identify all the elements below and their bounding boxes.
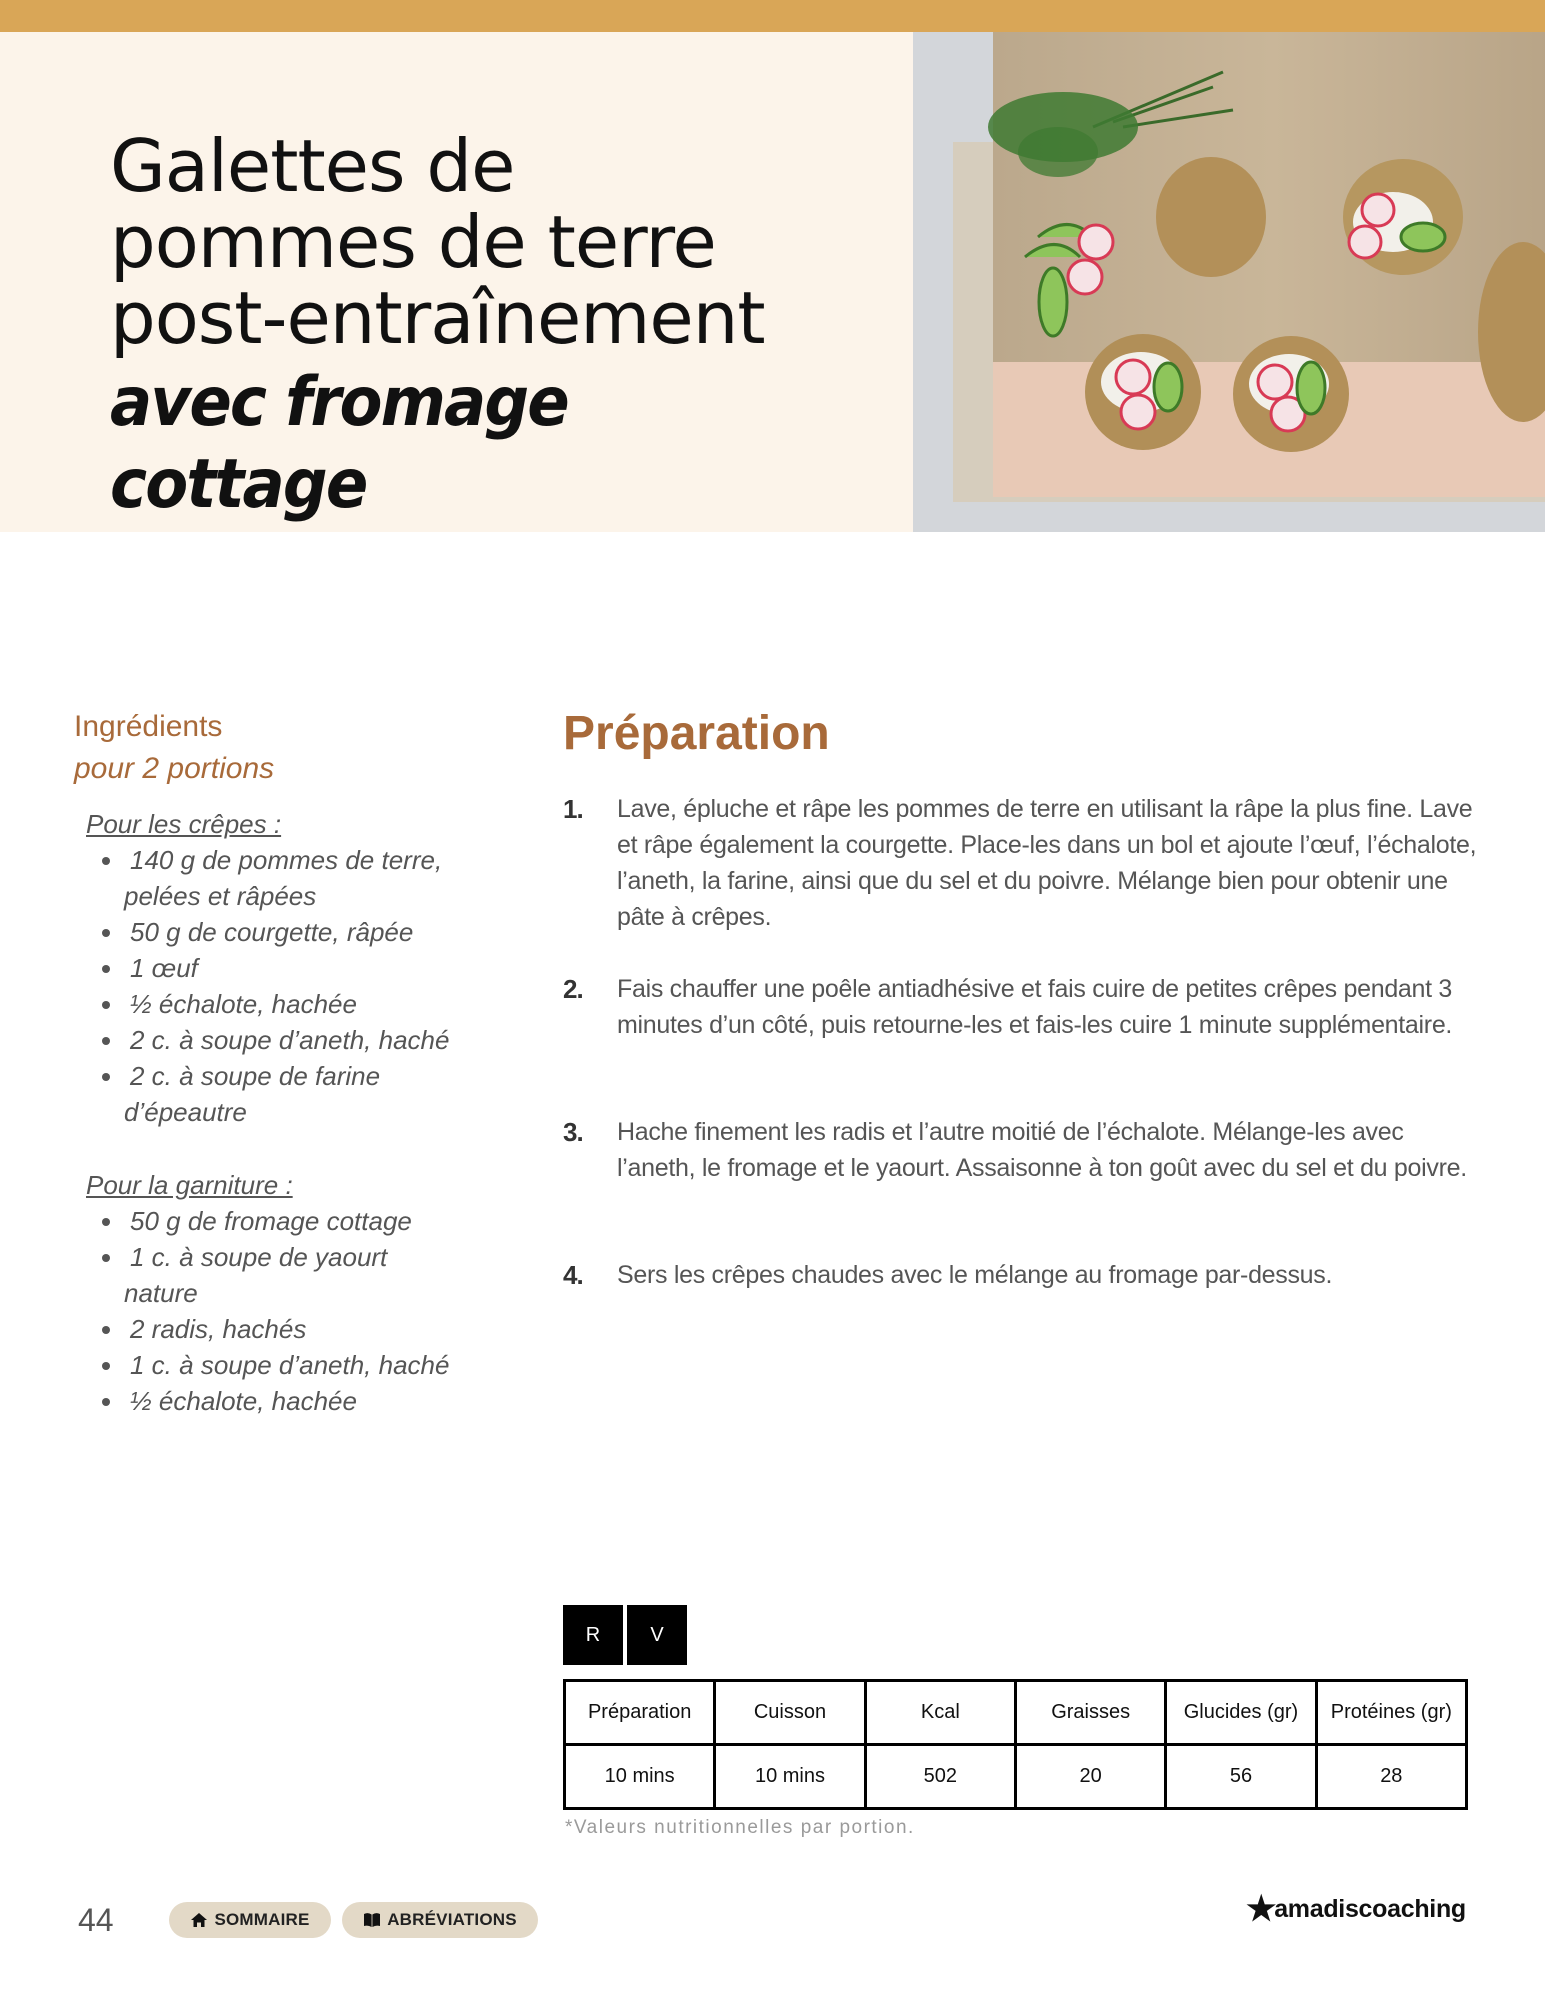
ingredient-text-cont: nature [124,1278,198,1308]
ingredient-text-cont: pelées et râpées [124,881,317,911]
ingredient-text: 1 c. à soupe de yaourt [130,1242,388,1272]
preparation-heading: Préparation [563,707,830,760]
brand-name: amadiscoaching [1274,1894,1466,1923]
page-number: 44 [78,1902,114,1938]
title-script-line: avec fromage cottage [110,363,568,524]
title-line-1: Galettes de [110,124,515,208]
title-line-2: pommes de terre [110,200,716,284]
abreviations-button[interactable] [342,1902,538,1938]
ingredient-text: 2 c. à soupe de farine [130,1061,381,1091]
ingredient-item [86,986,516,1022]
book-icon [363,1912,381,1928]
step-number: 3. [563,1117,583,1147]
brand-logo [1246,1890,1466,1928]
ingredients-title: Ingrédients [74,710,223,743]
ingredient-text: 2 c. à soupe d’aneth, haché [130,1025,450,1055]
ingredient-text: ½ échalote, hachée [130,1386,357,1416]
ingredients-portions: pour 2 portions [74,752,275,785]
top-accent-bar [0,0,1545,32]
ingredient-text-cont: d’épeautre [124,1097,247,1127]
step-number: 2. [563,974,583,1004]
step-text: Lave, épluche et râpe les pommes de terre en utilisant la râpe la plus fine. Lave et râpe également la courgette. Place-les dans un bol et ajoute l’œuf, l’échalote, l’aneth, la farine, ainsi que du sel et du poivre. Mélange bien pour obtenir une pâte à crêpes. [617,795,1477,931]
diet-tags [563,1605,687,1665]
diet-tag-v: V [627,1605,687,1665]
sommaire-button[interactable] [169,1902,331,1938]
ingredient-text: 50 g de fromage cottage [130,1206,412,1236]
ingredient-text: 140 g de pommes de terre, [130,845,443,875]
section-title: Pour la garniture : [86,1170,293,1200]
value-cell: 502 [865,1745,1015,1809]
title-line-3: post-entraînement [110,276,765,360]
ingredient-item [86,1311,516,1347]
ingredient-item [86,1058,516,1130]
ingredient-item [86,842,516,914]
step-text: Sers les crêpes chaudes avec le mélange au fromage par-dessus. [617,1261,1333,1289]
ingredients-section-garniture [86,1167,516,1419]
header-cell: Cuisson [715,1681,865,1745]
ingredient-text: 1 c. à soupe d’aneth, haché [130,1350,450,1380]
value-cell: 56 [1166,1745,1316,1809]
nutrition-footnote: *Valeurs nutritionnelles par portion. [565,1817,915,1838]
section-title: Pour les crêpes : [86,809,282,839]
step-text: Fais chauffer une poêle antiadhésive et fais cuire de petites crêpes pendant 3 minutes d’un côté, puis retourne-les et fais-les cuire 1 minute supplémentaire. [617,975,1453,1039]
recipe-photo [913,32,1545,532]
ingredient-text: ½ échalote, hachée [130,989,357,1019]
recipe-title [110,124,900,526]
step-number: 4. [563,1260,583,1290]
value-cell: 10 mins [715,1745,865,1809]
header-cell: Préparation [565,1681,715,1745]
ingredient-text: 1 œuf [130,953,198,983]
home-icon [190,1912,208,1928]
ingredient-item [86,1022,516,1058]
nutrition-value-row [565,1745,1467,1809]
ingredient-item [86,950,516,986]
nutrition-table [563,1679,1468,1810]
ingredient-text: 50 g de courgette, râpée [130,917,414,947]
header-cell: Glucides (gr) [1166,1681,1316,1745]
ingredients-heading [74,706,274,790]
ingredient-item [86,1383,516,1419]
star-icon: ★ [1246,1890,1277,1928]
ingredient-item [86,1347,516,1383]
value-cell: 20 [1015,1745,1165,1809]
value-cell: 10 mins [565,1745,715,1809]
value-cell: 28 [1316,1745,1466,1809]
header-cell: Kcal [865,1681,1015,1745]
diet-tag-r: R [563,1605,623,1665]
ingredient-item [86,1239,516,1311]
ingredient-item [86,1203,516,1239]
recipe-photo-illustration [913,32,1545,532]
header-cell: Protéines (gr) [1316,1681,1466,1745]
header-cell: Graisses [1015,1681,1165,1745]
abreviations-label: ABRÉVIATIONS [387,1910,517,1929]
ingredients-section-crepes [86,806,516,1130]
ingredient-text: 2 radis, hachés [130,1314,307,1344]
sommaire-label: SOMMAIRE [214,1910,310,1929]
ingredient-item [86,914,516,950]
step-text: Hache finement les radis et l’autre moitié de l’échalote. Mélange-les avec l’aneth, le fromage et le yaourt. Assaisonne à ton goût avec du sel et du poivre. [617,1118,1467,1182]
step-number: 1. [563,794,583,824]
nutrition-header-row [565,1681,1467,1745]
